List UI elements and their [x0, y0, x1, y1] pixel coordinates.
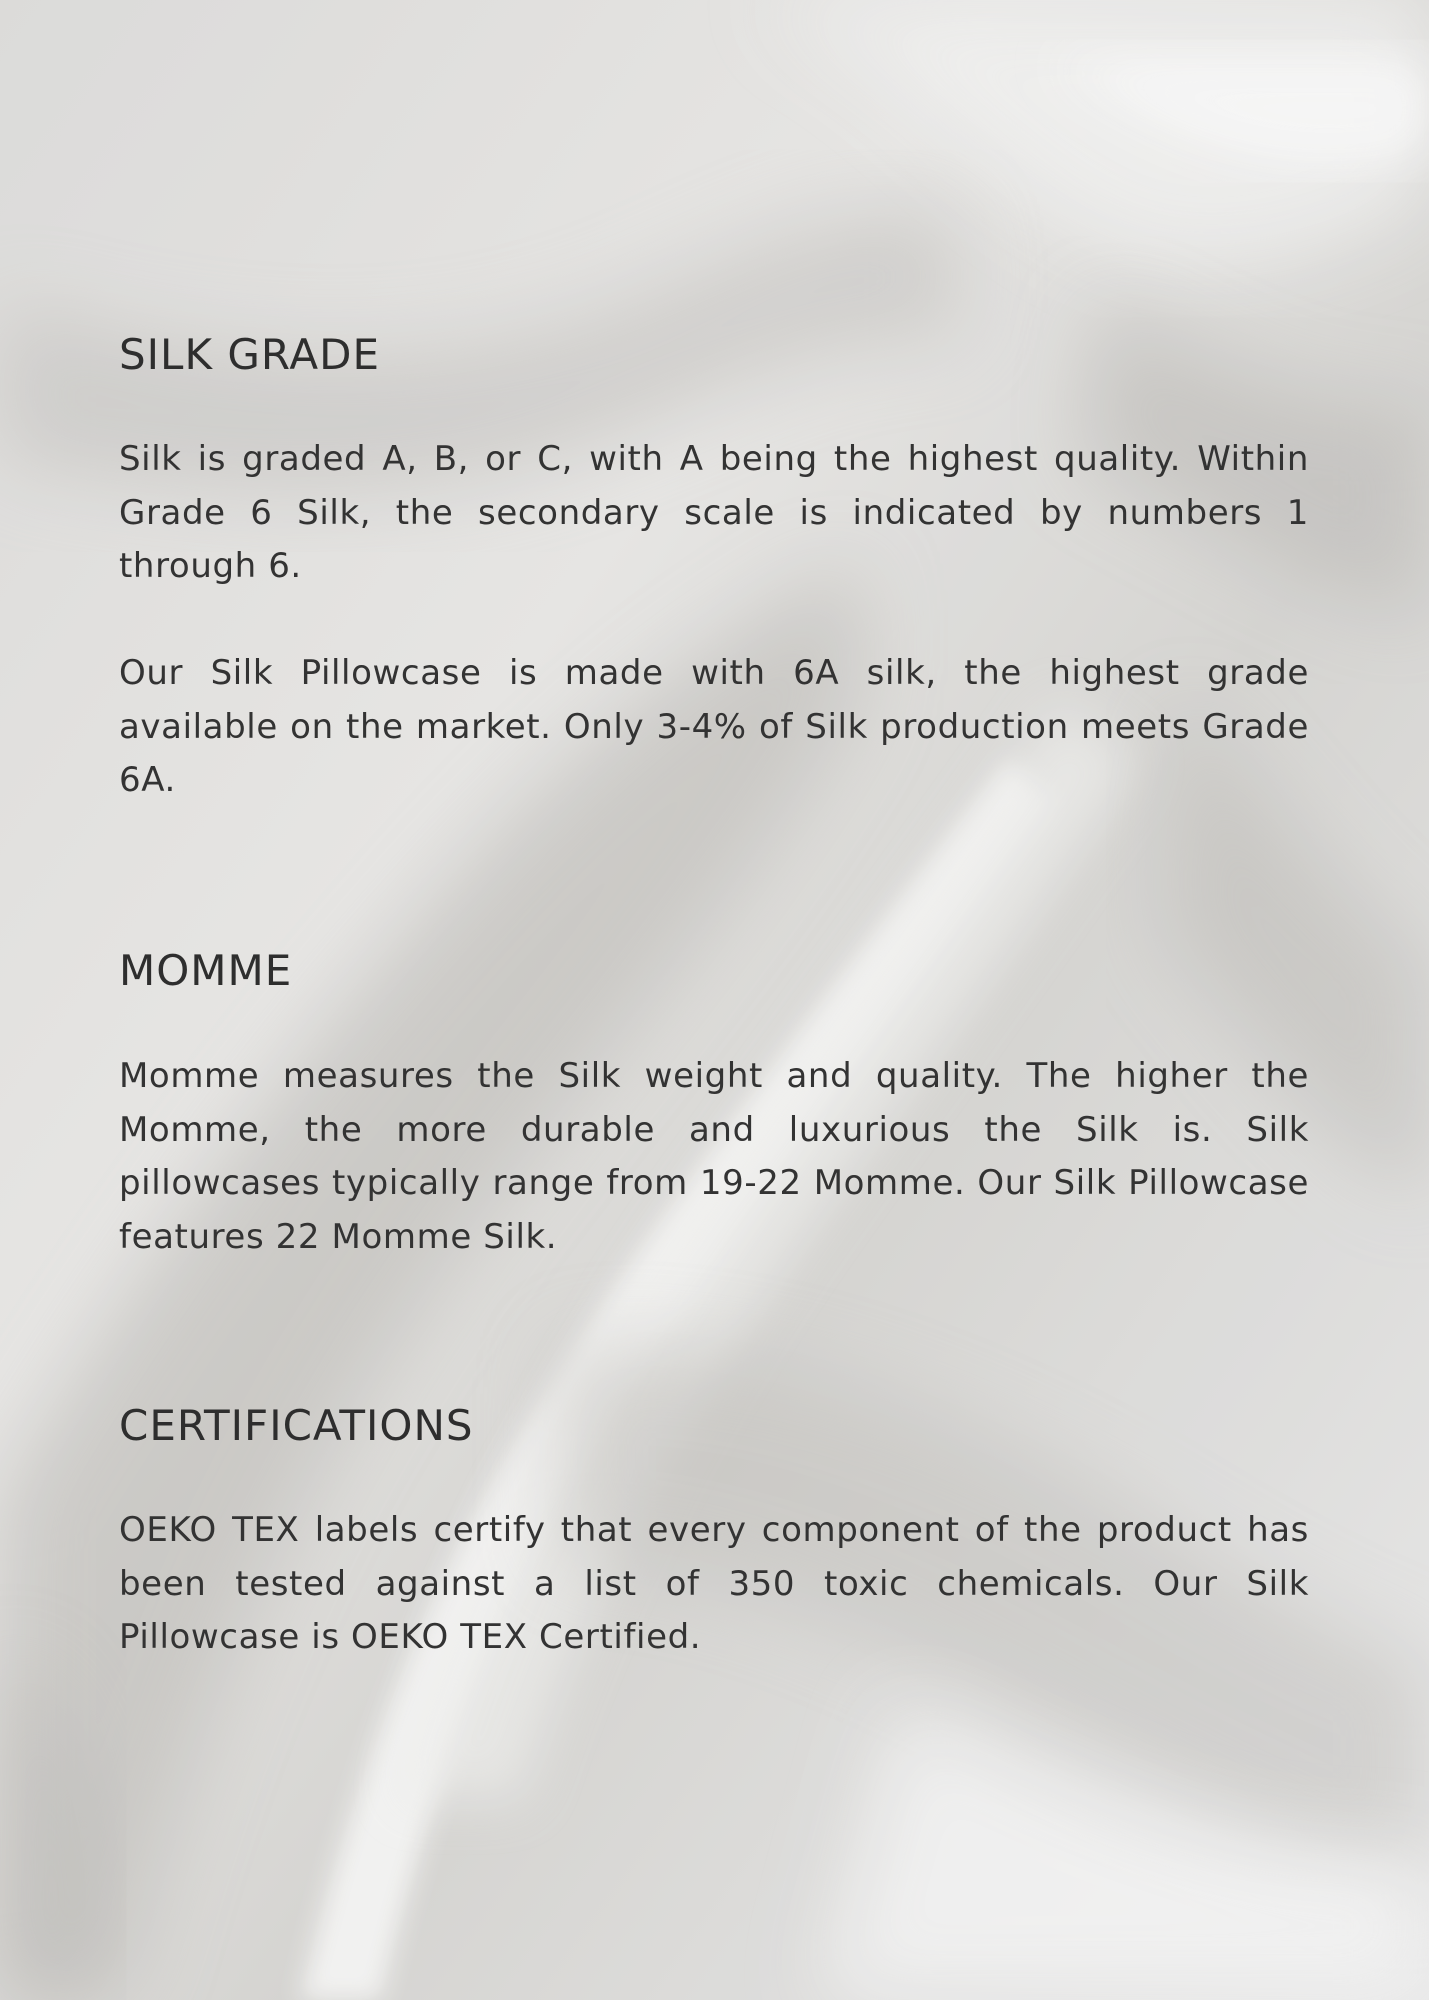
certifications-title: CERTIFICATIONS: [119, 1401, 474, 1450]
silk-grade-paragraph-2: Our Silk Pillowcase is made with 6A silk, the highest grade available on the market. Only 3-4% of Silk production meets Grade 6A.: [119, 653, 1309, 800]
momme-title: MOMME: [119, 946, 293, 995]
certifications-paragraph: OEKO TEX labels certify that every component of the product has been tested against a list of 350 toxic chemicals. Our Silk Pillowcase is OEKO TEX Certified.: [119, 1510, 1309, 1657]
silk-grade-title: SILK GRADE: [119, 330, 380, 379]
momme-paragraph: Momme measures the Silk weight and quality. The higher the Momme, the more durable and luxurious the Silk is. Silk pillowcases typically range from 19-22 Momme. Our Silk Pillowcase features 22 Momme Silk.: [119, 1056, 1309, 1257]
silk-grade-paragraph-1: Silk is graded A, B, or C, with A being the highest quality. Within Grade 6 Silk, the secondary scale is indicated by numbers 1 through 6.: [119, 439, 1309, 586]
